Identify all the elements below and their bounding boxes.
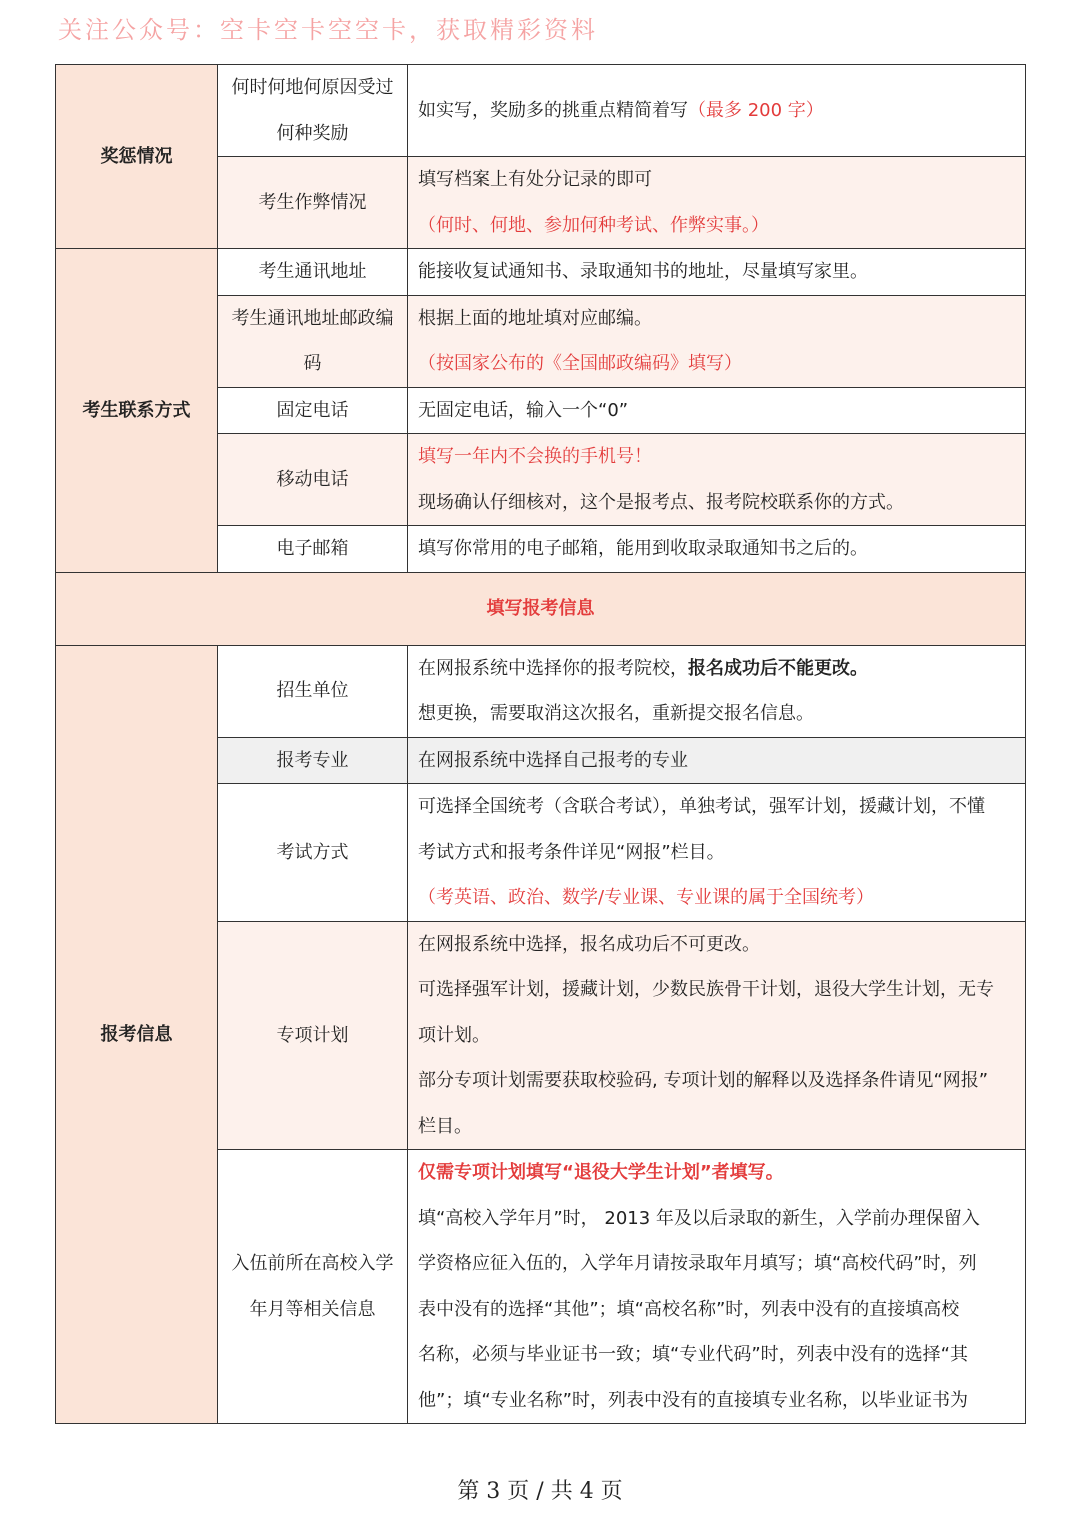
item-label: 考生通讯地址邮政编 码 [218,295,408,387]
item-description: 填写档案上有处分记录的即可 （何时、何地、参加何种考试、作弊实事。） [408,157,1026,249]
item-description: 根据上面的地址填对应邮编。 （按国家公布的《全国邮政编码》填写） [408,295,1026,387]
category-cell: 考生联系方式 [56,249,218,573]
table-row [56,645,1026,737]
category-cell: 报考信息 [56,645,218,1424]
item-label: 何时何地何原因受过 何种奖励 [218,65,408,157]
item-label: 入伍前所在高校入学 年月等相关信息 [218,1150,408,1424]
item-label: 固定电话 [218,387,408,434]
header-note: 关注公众号：空卡空卡空空卡，获取精彩资料 [58,16,598,44]
page-number: 第 3 页 / 共 4 页 [457,1479,623,1504]
item-description: 在网报系统中选择你的报考院校，报名成功后不能更改。 想更换，需要取消这次报名，重新提交报名信息。 [408,645,1026,737]
item-description: 填写一年内不会换的手机号！ 现场确认仔细核对，这个是报考点、报考院校联系你的方式。 [408,434,1026,526]
item-label: 招生单位 [218,645,408,737]
section-row [56,572,1026,645]
item-label: 考生作弊情况 [218,157,408,249]
item-description: 仅需专项计划填写“退役大学生计划”者填写。 填“高校入学年月”时， 2013 年及以后录取的新生，入学前办理保留入 学资格应征入伍的，入学年月请按录取年月填写；填“高校代码”时，列 表中没有的选择“其他”；填“高校名称”时，列表中没有的直接填高校 名称，必须与毕业证书一致；填“专业代码”时，列表中没有的选择“其 他”；填“专业名称”时，列表中没有的直接填专业名称，以毕业证书为 [408,1150,1026,1424]
item-description: 无固定电话，输入一个“0” [408,387,1026,434]
item-label: 专项计划 [218,921,408,1150]
item-description: 如实写，奖励多的挑重点精简着写（最多 200 字） [408,65,1026,157]
table-row [56,249,1026,296]
item-label: 电子邮箱 [218,526,408,573]
item-label: 移动电话 [218,434,408,526]
item-label: 考试方式 [218,784,408,922]
item-label: 考生通讯地址 [218,249,408,296]
item-description: 在网报系统中选择，报名成功后不可更改。 可选择强军计划，援藏计划，少数民族骨干计划，退役大学生计划，无专 项计划。 部分专项计划需要获取校验码, 专项计划的解释以及选择条件请见“网报” 栏目。 [408,921,1026,1150]
category-cell: 奖惩情况 [56,65,218,249]
info-table [55,64,1026,1424]
item-description: 能接收复试通知书、录取通知书的地址，尽量填写家里。 [408,249,1026,296]
item-description: 填写你常用的电子邮箱，能用到收取录取通知书之后的。 [408,526,1026,573]
section-title: 填写报考信息 [56,572,1026,645]
item-description: 在网报系统中选择自己报考的专业 [408,737,1026,784]
table-row [56,65,1026,157]
item-description: 可选择全国统考（含联合考试），单独考试，强军计划，援藏计划，不懂 考试方式和报考条件详见“网报”栏目。 （考英语、政治、数学/专业课、专业课的属于全国统考） [408,784,1026,922]
item-label: 报考专业 [218,737,408,784]
